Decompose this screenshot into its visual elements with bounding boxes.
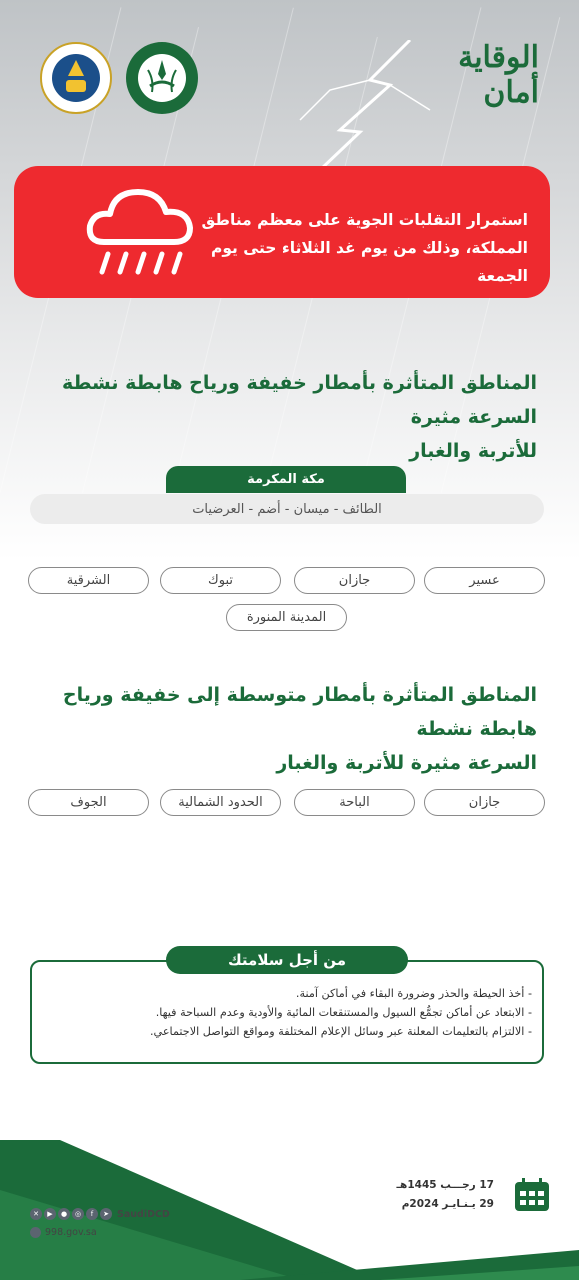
website-url[interactable]: 998.gov.sa [45,1227,97,1238]
safety-title: من أجل سلامتك [166,946,408,974]
region-pill: تبوك [160,567,281,594]
facebook-icon[interactable]: f [86,1208,98,1220]
instagram-icon[interactable]: ◎ [72,1208,84,1220]
x-icon[interactable]: ✕ [30,1208,42,1220]
section1-heading: المناطق المتأثرة بأمطار خفيفة ورياح هابطة نشطة السرعة مثيرة للأتربة والغبار [61,372,537,462]
date-block [390,1176,550,1216]
region-pill: جازان [294,567,415,594]
snapchat-icon[interactable]: ● [58,1208,70,1220]
safety-tips-list [38,984,532,1041]
region-pill: الباحة [294,789,415,816]
region-pill: الحدود الشمالية [160,789,281,816]
social-links [30,1208,170,1220]
website-link[interactable] [30,1227,97,1238]
prevention-safety-brand: الوقاية أمان [458,40,539,110]
region-pill: جازان [424,789,545,816]
lightning-icon [240,40,440,170]
region-pill: عسير [424,567,545,594]
safety-tip: - الالتزام بالتعليمات المعلنة عبر وسائل الإعلام المختلفة ومواقع التواصل الاجتماعي. [150,1025,532,1038]
featured-region-name: مكة المكرمة [166,466,406,493]
alert-text: استمرار التقلبات الجوية على معظم مناطق المملكة، وذلك من يوم غد الثلاثاء حتى يوم الجمعة [201,211,528,285]
youtube-icon[interactable]: ▶ [44,1208,56,1220]
gregorian-date: 29 يـنـايـر 2024م [401,1198,494,1210]
globe-icon [30,1227,41,1238]
region-pill: الشرقية [28,567,149,594]
ministry-interior-logo [126,42,198,114]
section2-heading: المناطق المتأثرة بأمطار متوسطة إلى خفيفة ورياح هابطة نشطة السرعة مثيرة للأتربة والغبار [62,684,537,774]
featured-region-subareas: الطائف - ميسان - أضم - العرضيات [30,494,544,524]
telegram-icon[interactable]: ➤ [100,1208,112,1220]
region-pill: المدينة المنورة [226,604,347,631]
region-pill: الجوف [28,789,149,816]
social-handle[interactable]: SaudiDCD [117,1208,170,1220]
date-lines [396,1176,494,1214]
safety-tip: - الابتعاد عن أماكن تجمُّع السيول والمستنقعات المائية والأودية وعدم السباحة فيها. [155,1006,532,1019]
hijri-date: 17 رجـــب 1445هـ [396,1179,494,1191]
civil-defense-logo [40,42,112,114]
calendar-icon [514,1178,550,1212]
safety-tips-box [30,960,544,1064]
weather-alert-banner [14,166,550,298]
safety-tip: - أخذ الحيطة والحذر وضرورة البقاء في أماكن آمنة. [295,987,532,1000]
